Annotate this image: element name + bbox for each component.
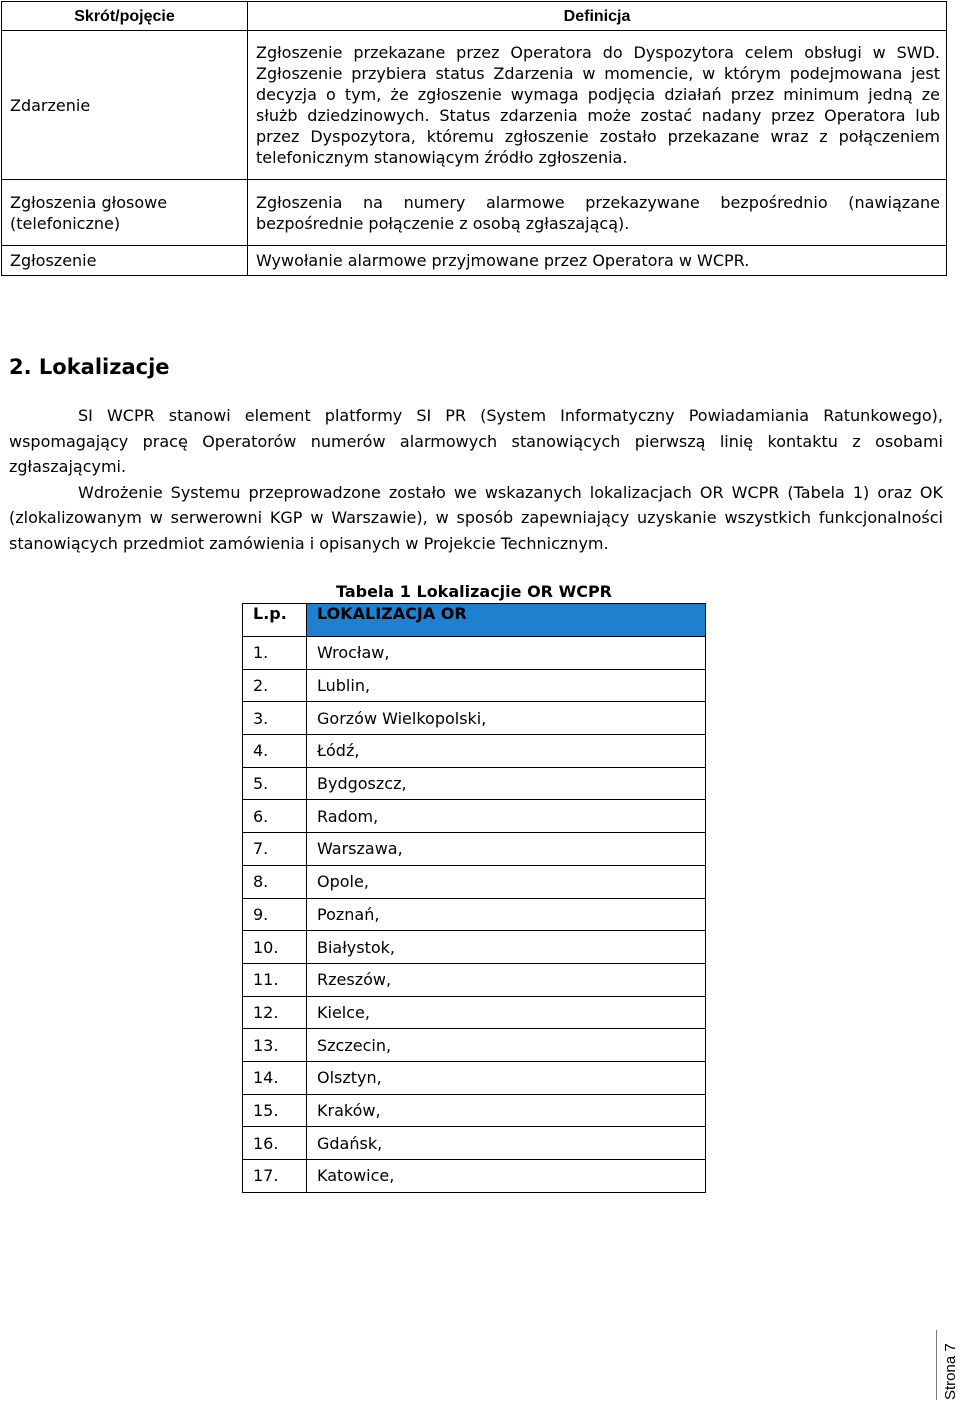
row-number: 17. [243,1160,307,1193]
table-caption: Tabela 1 Lokalizacjie OR WCPR [335,582,612,601]
table-row [243,669,706,702]
header-term: Skrót/pojęcie [2,2,248,31]
term-cell: Zgłoszenie [2,246,248,276]
section-body [9,403,943,557]
table-row [243,735,706,768]
table-row [243,833,706,866]
definitions-table [1,1,947,276]
table-row [243,702,706,735]
paragraph: Wdrożenie Systemu przeprowadzone zostało we wskazanych lokalizacjach OR WCPR (Tabela 1) oraz OK (zlokalizowanym w serwerowni KGP w Warszawie), w sposób zapewniający uzyskanie wszystkich funkcjonalności stanowiących przedmiot zamówienia i opisanych w Projekcie Technicznym. [9,482,943,553]
row-number: 12. [243,996,307,1029]
row-number: 13. [243,1029,307,1062]
page-number: Strona 7 [942,1343,959,1400]
definitions-header-row [2,2,947,31]
table-row [243,1160,706,1193]
section-heading: 2. Lokalizacje [9,355,170,379]
definition-cell: Wywołanie alarmowe przyjmowane przez Operatora w WCPR. [248,246,947,276]
row-number: 14. [243,1061,307,1094]
row-number: 1. [243,637,307,670]
row-number: 3. [243,702,307,735]
definition-cell: Zgłoszenie przekazane przez Operatora do Dyspozytora celem obsługi w SWD. Zgłoszenie przybiera status Zdarzenia w momencie, w którym podejmowana jest decyzja o tym, że zgłoszenie wymaga podjęcia działań przez minimum jedną ze służb dziedzinowych. Status zdarzenia może zostać nadany przez Operatora lub przez Dyspozytora, któremu zgłoszenie zostało przekazane wraz z połączeniem telefonicznym stanowiącym źródło zgłoszenia. [248,31,947,180]
row-number: 9. [243,898,307,931]
location-name: Kielce, [307,996,706,1029]
paragraph: SI WCPR stanowi element platformy SI PR (System Informatyczny Powiadamiania Ratunkowego), wspomagający pracę Operatorów numerów alarmowych stanowiących pierwszą linię kontaktu z osobami zgłaszającymi. [9,406,943,477]
table-row [243,767,706,800]
location-name: Bydgoszcz, [307,767,706,800]
row-number: 4. [243,735,307,768]
location-name: Poznań, [307,898,706,931]
location-name: Opole, [307,865,706,898]
table-row [243,996,706,1029]
table-row [243,1127,706,1160]
location-name: Warszawa, [307,833,706,866]
row-number: 8. [243,865,307,898]
location-name: Gorzów Wielkopolski, [307,702,706,735]
row-number: 11. [243,963,307,996]
header-definition: Definicja [248,2,947,31]
location-name: Olsztyn, [307,1061,706,1094]
term-cell: Zdarzenie [2,31,248,180]
definition-row [2,31,947,180]
location-name: Katowice, [307,1160,706,1193]
table-row [243,898,706,931]
header-lp: L.p. [243,604,307,637]
row-number: 5. [243,767,307,800]
location-name: Rzeszów, [307,963,706,996]
definition-cell: Zgłoszenia na numery alarmowe przekazywane bezpośrednio (nawiązane bezpośrednie połączenie z osobą zgłaszającą). [248,180,947,246]
row-number: 16. [243,1127,307,1160]
table-row [243,800,706,833]
location-name: Białystok, [307,931,706,964]
row-number: 2. [243,669,307,702]
footer-divider [936,1330,937,1400]
location-name: Radom, [307,800,706,833]
row-number: 6. [243,800,307,833]
table-row [243,637,706,670]
row-number: 7. [243,833,307,866]
location-name: Lublin, [307,669,706,702]
definition-row [2,246,947,276]
locations-table [242,603,706,1193]
header-location: LOKALIZACJA OR [307,604,706,637]
location-name: Łódź, [307,735,706,768]
table-row [243,963,706,996]
location-name: Gdańsk, [307,1127,706,1160]
definition-row [2,180,947,246]
locations-header-row [243,604,706,637]
table-row [243,865,706,898]
table-row [243,1094,706,1127]
row-number: 10. [243,931,307,964]
term-cell: Zgłoszenia głosowe (telefoniczne) [2,180,248,246]
locations-body [243,637,706,1193]
location-name: Kraków, [307,1094,706,1127]
location-name: Wrocław, [307,637,706,670]
table-row [243,931,706,964]
row-number: 15. [243,1094,307,1127]
table-row [243,1029,706,1062]
location-name: Szczecin, [307,1029,706,1062]
table-row [243,1061,706,1094]
